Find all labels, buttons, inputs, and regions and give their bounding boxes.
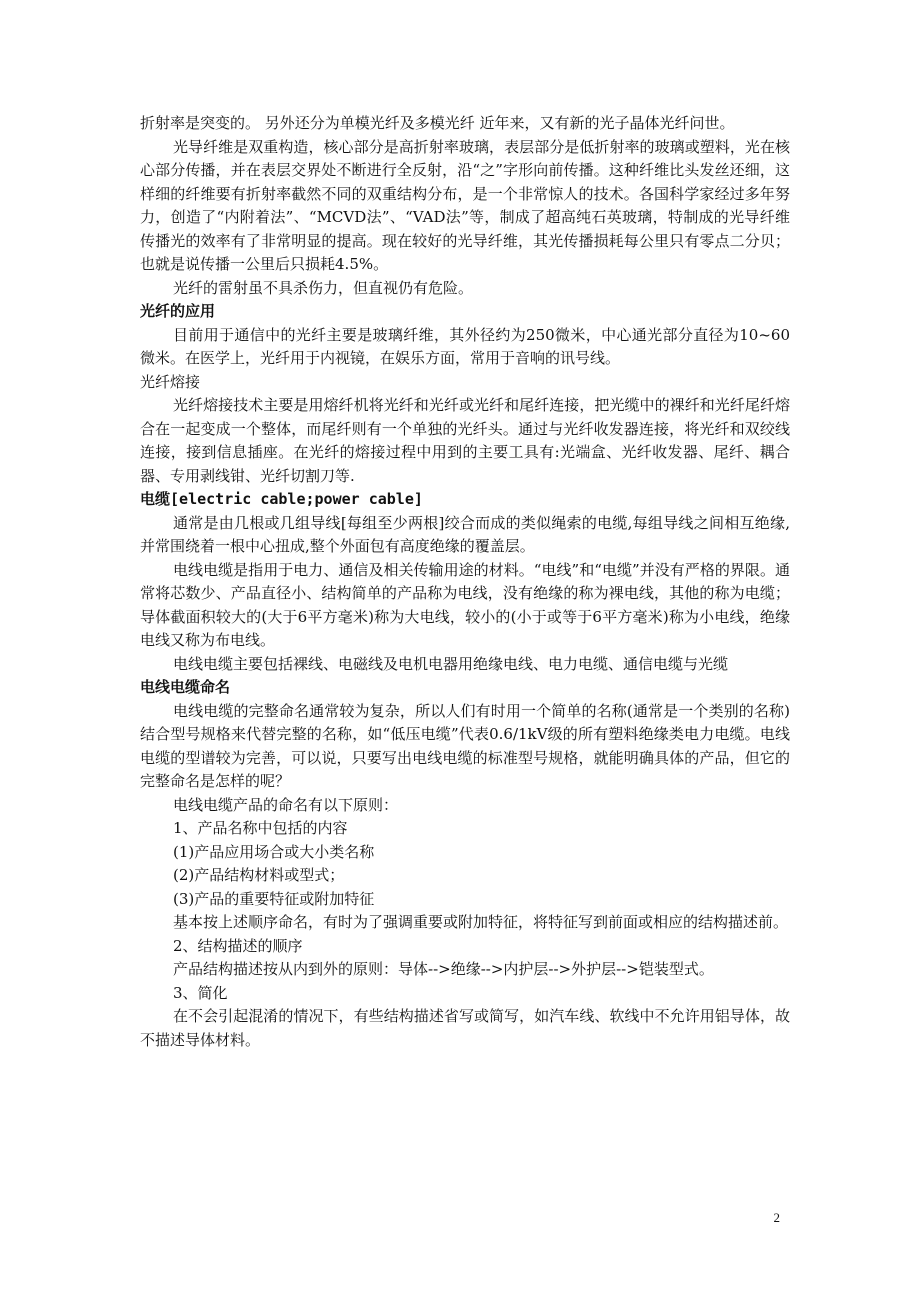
- paragraph: 光纤熔接技术主要是用熔纤机将光纤和光纤或光纤和尾纤连接，把光缆中的裸纤和光纤尾纤熔合在一起变成一个整体，而尾纤则有一个单独的光纤头。通过与光纤收发器连接，将光纤和双绞线连接，接到信息插座。在光纤的熔接过程中用到的主要工具有:光端盒、光纤收发器、尾纤、耦合器、专用剥线钳、光纤切割刀等.: [140, 396, 790, 485]
- paragraph: 电线电缆是指用于电力、通信及相关传输用途的材料。“电线”和“电缆”并没有严格的界限。通常将芯数少、产品直径小、结构简单的产品称为电线，没有绝缘的称为裸电线，其他的称为电缆；导体截面积较大的(大于6平方毫米)称为大电线，较小的(小于或等于6平方毫米)称为小电线，绝缘电线又称为布电线。: [140, 560, 790, 649]
- heading-text-cn: 电缆: [140, 490, 171, 508]
- section-heading-fiber-splicing: 光纤熔接: [140, 372, 201, 391]
- section-heading-fiber-application: 光纤的应用: [140, 302, 216, 320]
- section-heading-cable-naming: 电线电缆命名: [140, 678, 231, 696]
- list-item: (2)产品结构材料或型式；: [173, 866, 345, 884]
- document-body: [140, 112, 790, 1052]
- paragraph: 目前用于通信中的光纤主要是玻璃纤维，其外径约为250微米，中心通光部分直径为10~60微米。在医学上，光纤用于内视镜，在娱乐方面，常用于音响的讯号线。: [140, 325, 790, 367]
- paragraph: 光纤的雷射虽不具杀伤力，但直视仍有危险。: [173, 278, 474, 297]
- list-item: 1、产品名称中包括的内容: [173, 819, 348, 837]
- paragraph: 电线电缆的完整命名通常较为复杂，所以人们有时用一个简单的名称(通常是一个类别的名称)结合型号规格来代替完整的名称，如“低压电缆”代表0.6/1kV级的所有塑料绝缘类电力电缆。电线电缆的型谱较为完善，可以说，只要写出电线电缆的标准型号规格，就能明确具体的产品，但它的完整命名是怎样的呢？: [140, 701, 790, 790]
- paragraph: 产品结构描述按从内到外的原则：导体-->绝缘-->内护层-->外护层-->铠装型式。: [173, 960, 714, 978]
- paragraph: 在不会引起混淆的情况下，有些结构描述省写或简写，如汽车线、软线中不允许用铝导体，故不描述导体材料。: [140, 1007, 790, 1049]
- list-item: 3、简化: [173, 983, 228, 1002]
- list-item: 2、结构描述的顺序: [173, 936, 303, 955]
- page-number: 2: [773, 1210, 780, 1225]
- paragraph: 电线电缆主要包括裸线、电磁线及电机电器用绝缘电线、电力电缆、通信电缆与光缆: [173, 654, 729, 673]
- heading-text-en: [electric cable;power cable]: [170, 490, 423, 508]
- list-item: (3)产品的重要特征或附加特征: [173, 889, 375, 908]
- paragraph: 电线电缆产品的命名有以下原则：: [173, 795, 399, 814]
- list-item: (1)产品应用场合或大小类名称: [173, 842, 375, 861]
- paragraph: 基本按上述顺序命名，有时为了强调重要或附加特征，将特征写到前面或相应的结构描述前。: [173, 913, 789, 931]
- paragraph: 通常是由几根或几组导线[每组至少两根]绞合而成的类似绳索的电缆,每组导线之间相互绝缘,并常围绕着一根中心扭成,整个外面包有高度绝缘的覆盖层。: [140, 513, 790, 555]
- paragraph: 折射率是突变的。 另外还分为单模光纤及多模光纤 近年来，又有新的光子晶体光纤问世。: [140, 114, 735, 132]
- paragraph: 光导纤维是双重构造，核心部分是高折射率玻璃，表层部分是低折射率的玻璃或塑料，光在核心部分传播，并在表层交界处不断进行全反射，沿“之”字形向前传播。这种纤维比头发丝还细，这样细的纤维要有折射率截然不同的双重结构分布，是一个非常惊人的技术。各国科学家经过多年努力，创造了“内附着法”、“MCVD法”、“VAD法”等，制成了超高纯石英玻璃，特制成的光导纤维传播光的效率有了非常明显的提高。现在较好的光导纤维，其光传播损耗每公里只有零点二分贝；也就是说传播一公里后只损耗4.5%。: [140, 137, 790, 273]
- section-heading-cable: [140, 488, 790, 512]
